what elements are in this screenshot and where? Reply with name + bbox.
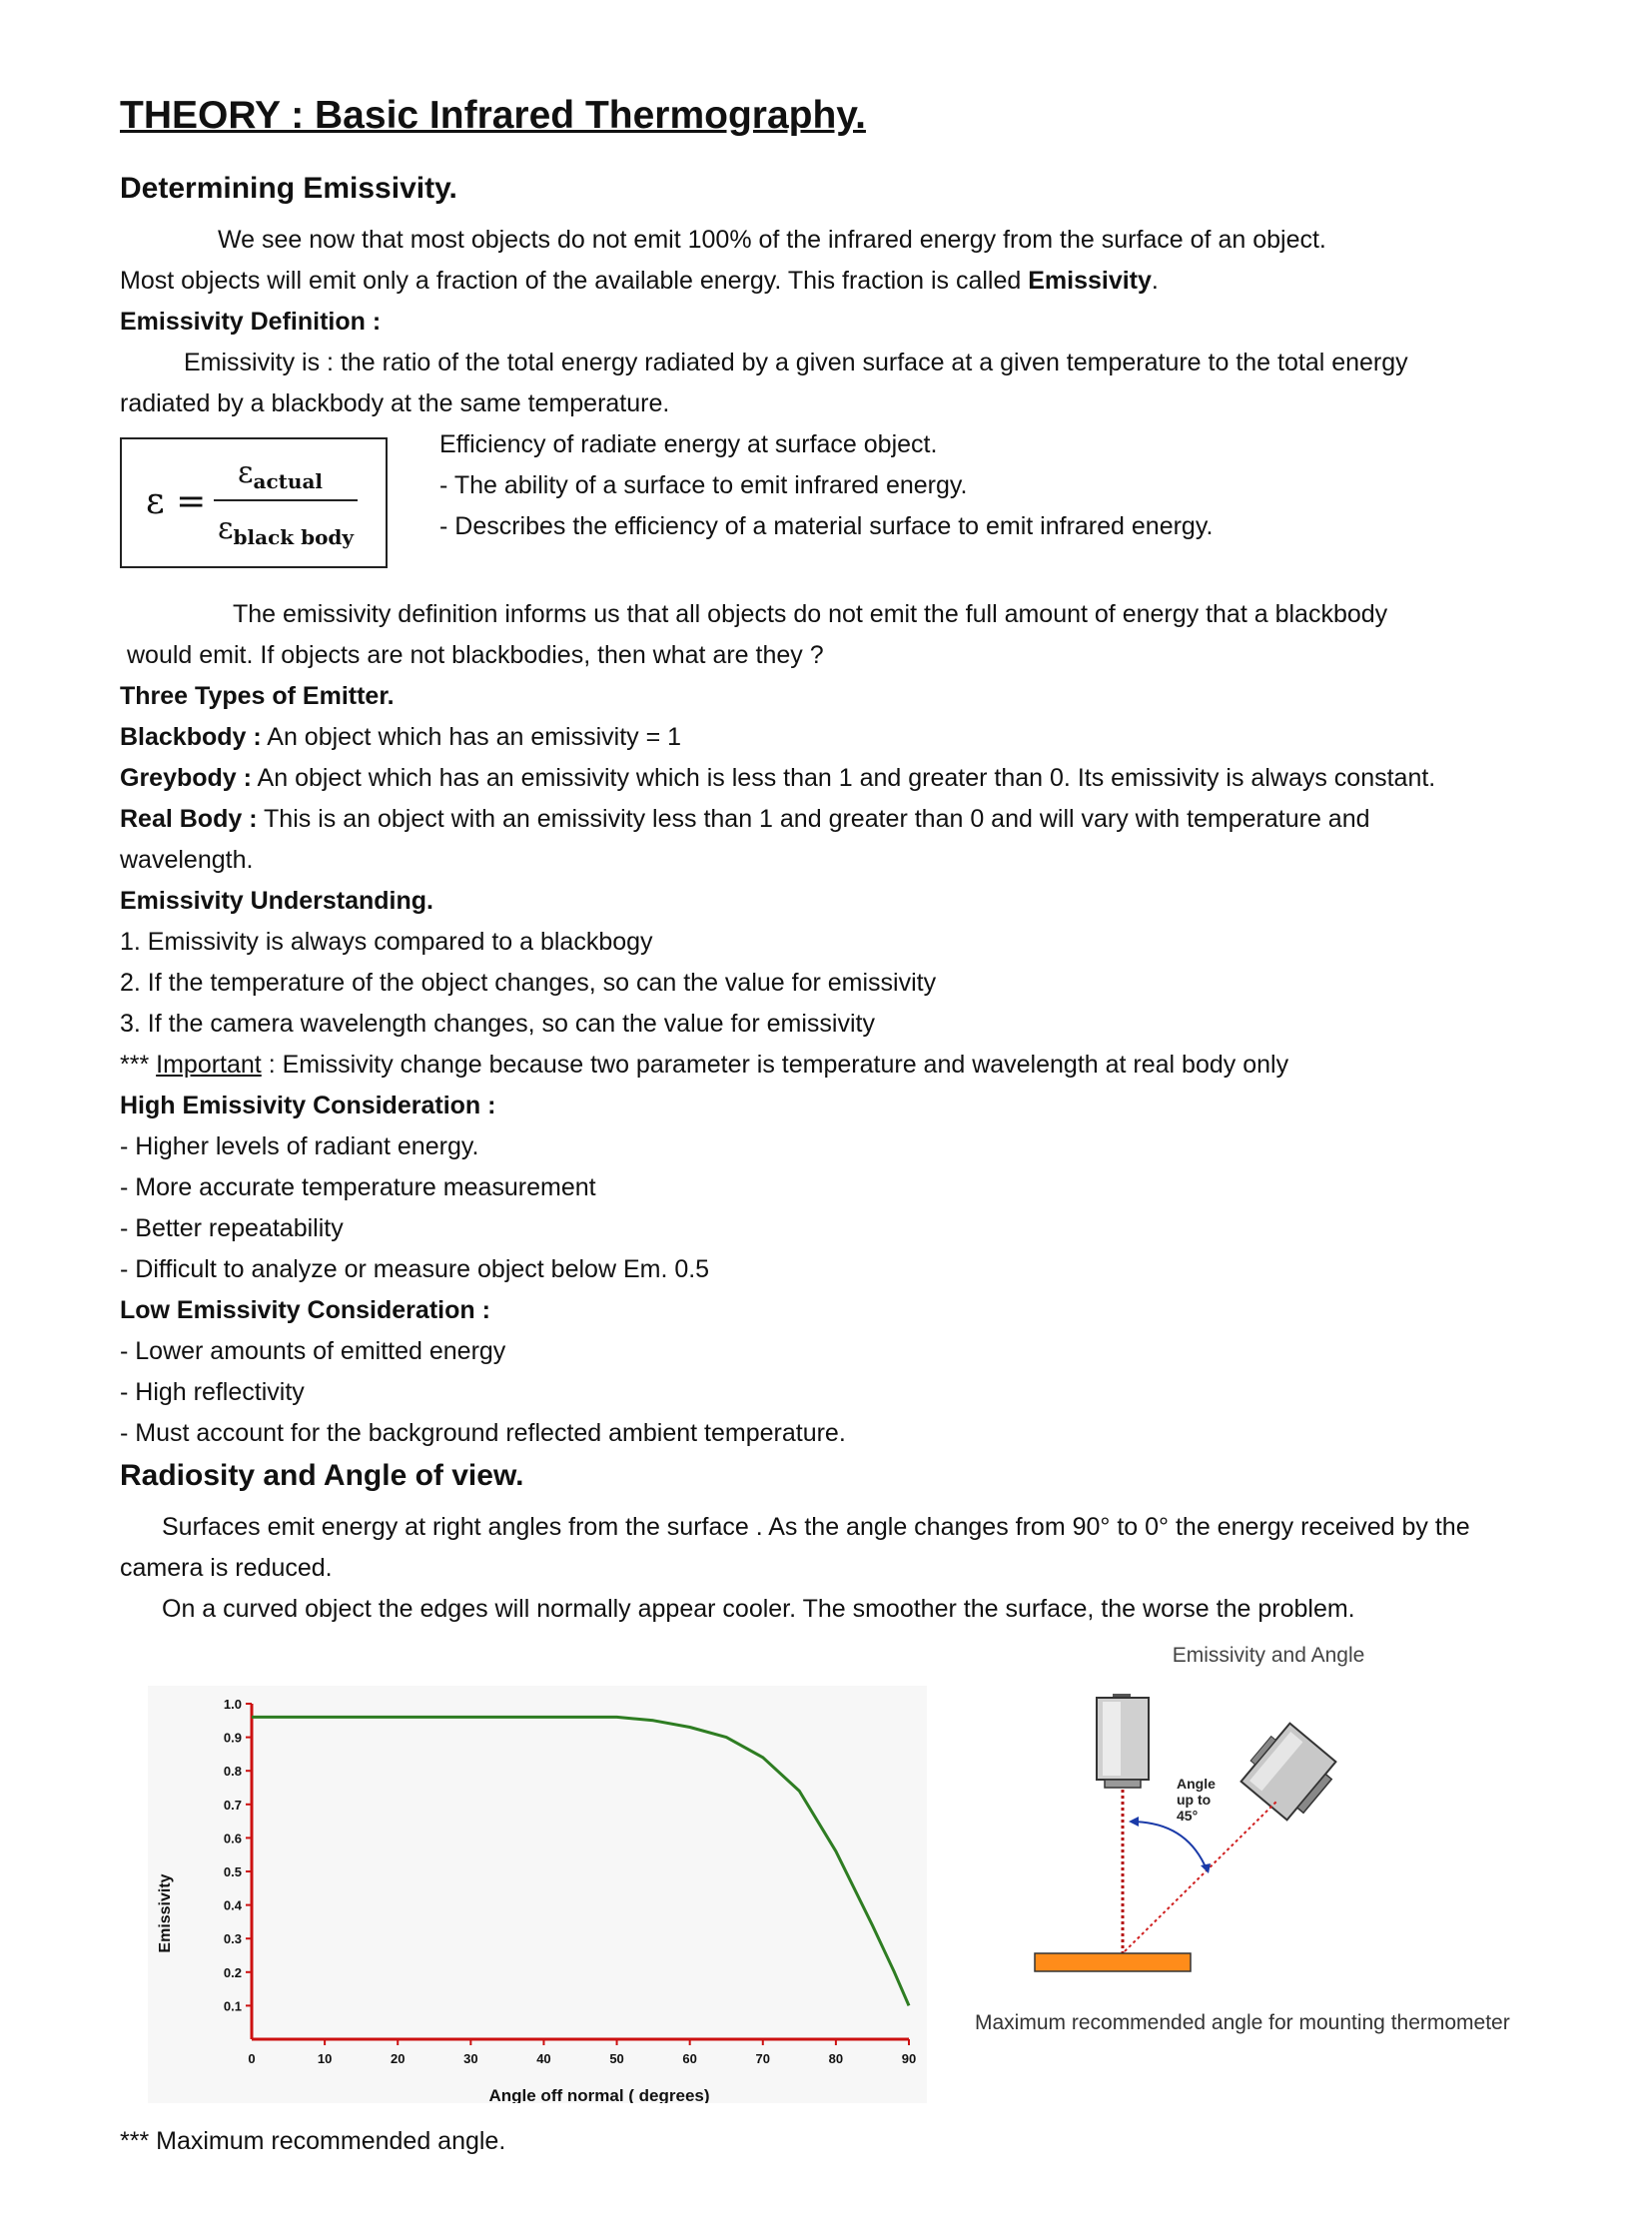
low-item-1: - Lower amounts of emitted energy xyxy=(120,1337,506,1365)
x-tick-label: 0 xyxy=(248,2051,256,2066)
intro-line-2: Most objects will emit only a fraction of the available energy. This fraction is called Emissivity. xyxy=(120,267,1159,295)
y-tick-label: 0.7 xyxy=(223,1797,242,1813)
emissivity-series-line xyxy=(252,1717,909,2005)
arc-arrow-head-start xyxy=(1129,1817,1139,1827)
y-tick-label: 0.3 xyxy=(223,1931,242,1947)
high-item-3: - Better repeatability xyxy=(120,1214,344,1242)
y-tick-label: 0.2 xyxy=(223,1964,242,1980)
target-surface xyxy=(1035,1953,1191,1971)
y-tick-label: 0.5 xyxy=(223,1864,242,1879)
y-tick-label: 0.8 xyxy=(223,1764,242,1780)
angle-arc xyxy=(1131,1822,1207,1869)
x-tick-label: 20 xyxy=(390,2051,406,2066)
angle-label-line-1: Angle xyxy=(1177,1776,1216,1792)
formula-note-3: - Describes the efficiency of a material surface to emit infrared energy. xyxy=(439,512,1214,540)
formula-note-1: Efficiency of radiate energy at surface object. xyxy=(439,430,938,458)
y-axis-label: Emissivity xyxy=(157,1873,174,1953)
understanding-item-2: 2. If the temperature of the object changes, so can the value for emissivity xyxy=(120,969,937,997)
type-realbody-cont: wavelength. xyxy=(120,846,254,874)
thermometer-tilted xyxy=(1237,1720,1342,1826)
thermometer-vertical xyxy=(1097,1694,1149,1788)
y-tick-label: 0.6 xyxy=(223,1831,242,1846)
definition-label: Emissivity Definition : xyxy=(120,308,382,336)
formula-numerator: $\varepsilon_{actual}$ xyxy=(238,455,324,493)
angle-label-line-2: up to xyxy=(1177,1792,1212,1808)
low-item-2: - High reflectivity xyxy=(120,1378,305,1406)
diagram-caption: Maximum recommended angle for mounting thermometer xyxy=(975,2011,1510,2034)
x-tick-label: 90 xyxy=(901,2051,917,2066)
x-tick-label: 10 xyxy=(317,2051,333,2066)
understanding-item-3: 3. If the camera wavelength changes, so can the value for emissivity xyxy=(120,1010,875,1038)
emissivity-formula xyxy=(120,437,388,568)
understanding-item-1: 1. Emissivity is always compared to a blackbogy xyxy=(120,928,653,956)
x-tick-label: 50 xyxy=(609,2051,624,2066)
formula-note-2: - The ability of a surface to emit infrared energy. xyxy=(439,471,968,499)
low-emissivity-heading: Low Emissivity Consideration : xyxy=(120,1296,490,1324)
page-title: THEORY : Basic Infrared Thermography. xyxy=(120,94,866,137)
chart-axes xyxy=(224,1697,916,2066)
x-tick-label: 70 xyxy=(755,2051,771,2066)
angle-label-line-3: 45° xyxy=(1177,1808,1199,1824)
emissivity-angle-chart xyxy=(148,1686,927,2103)
x-tick-label: 30 xyxy=(463,2051,478,2066)
important-note: *** Important : Emissivity change because two parameter is temperature and wavelength at real body only xyxy=(120,1051,1289,1079)
type-greybody: Greybody : An object which has an emissivity which is less than 1 and greater than 0. Its emissivity is always constant. xyxy=(120,764,1436,792)
x-axis-label: Angle off normal ( degrees) xyxy=(488,2086,710,2103)
radiosity-line-3: On a curved object the edges will normally appear cooler. The smoother the surface, the worse the problem. xyxy=(162,1595,1355,1623)
low-item-3: - Must account for the background reflected ambient temperature. xyxy=(120,1419,846,1447)
intro-line-1: We see now that most objects do not emit 100% of the infrared energy from the surface of an object. xyxy=(218,226,1326,254)
formula-lhs: ε = xyxy=(146,481,207,522)
y-tick-label: 0.9 xyxy=(223,1730,242,1746)
radiosity-line-1: Surfaces emit energy at right angles from the surface . As the angle changes from 90° to 0° the energy received by the xyxy=(162,1513,1470,1541)
para2-line-1: The emissivity definition informs us that all objects do not emit the full amount of energy that a blackbody xyxy=(233,600,1388,628)
emissivity-heading: Determining Emissivity. xyxy=(120,172,457,205)
chart-svg xyxy=(148,1686,927,2103)
para2-line-2: would emit. If objects are not blackbodies, then what are they ? xyxy=(127,641,824,669)
high-item-2: - More accurate temperature measurement xyxy=(120,1173,596,1201)
emitter-types-heading: Three Types of Emitter. xyxy=(120,682,395,710)
fraction-bar xyxy=(214,499,358,501)
emissivity-angle-diagram xyxy=(987,1632,1534,2001)
radiosity-line-2: camera is reduced. xyxy=(120,1554,333,1582)
type-realbody: Real Body : This is an object with an emissivity less than 1 and greater than 0 and will vary with temperature and xyxy=(120,805,1370,833)
diagram-title: Emissivity and Angle xyxy=(1172,1644,1365,1667)
definition-line-2: radiated by a blackbody at the same temperature. xyxy=(120,389,670,417)
type-blackbody: Blackbody : An object which has an emissivity = 1 xyxy=(120,723,682,751)
x-tick-label: 40 xyxy=(536,2051,551,2066)
formula-denominator: $\varepsilon_{black body}$ xyxy=(218,511,355,549)
y-tick-label: 0.4 xyxy=(223,1897,242,1913)
x-tick-label: 60 xyxy=(682,2051,697,2066)
definition-line-1: Emissivity is : the ratio of the total energy radiated by a given surface at a given temperature to the total energy xyxy=(184,349,1408,376)
footnote: *** Maximum recommended angle. xyxy=(120,2127,506,2155)
high-item-4: - Difficult to analyze or measure object below Em. 0.5 xyxy=(120,1255,710,1283)
radiosity-heading: Radiosity and Angle of view. xyxy=(120,1459,524,1492)
high-emissivity-heading: High Emissivity Consideration : xyxy=(120,1092,496,1119)
y-tick-label: 1.0 xyxy=(223,1697,242,1712)
emissivity-term: Emissivity xyxy=(1028,267,1152,295)
diagram-svg xyxy=(987,1632,1534,2001)
high-item-1: - Higher levels of radiant energy. xyxy=(120,1132,479,1160)
angled-sight-line xyxy=(1125,1802,1276,1951)
understanding-heading: Emissivity Understanding. xyxy=(120,887,433,915)
y-tick-label: 0.1 xyxy=(223,1998,242,2014)
x-tick-label: 80 xyxy=(828,2051,844,2066)
arc-arrow-head-end xyxy=(1201,1863,1211,1873)
